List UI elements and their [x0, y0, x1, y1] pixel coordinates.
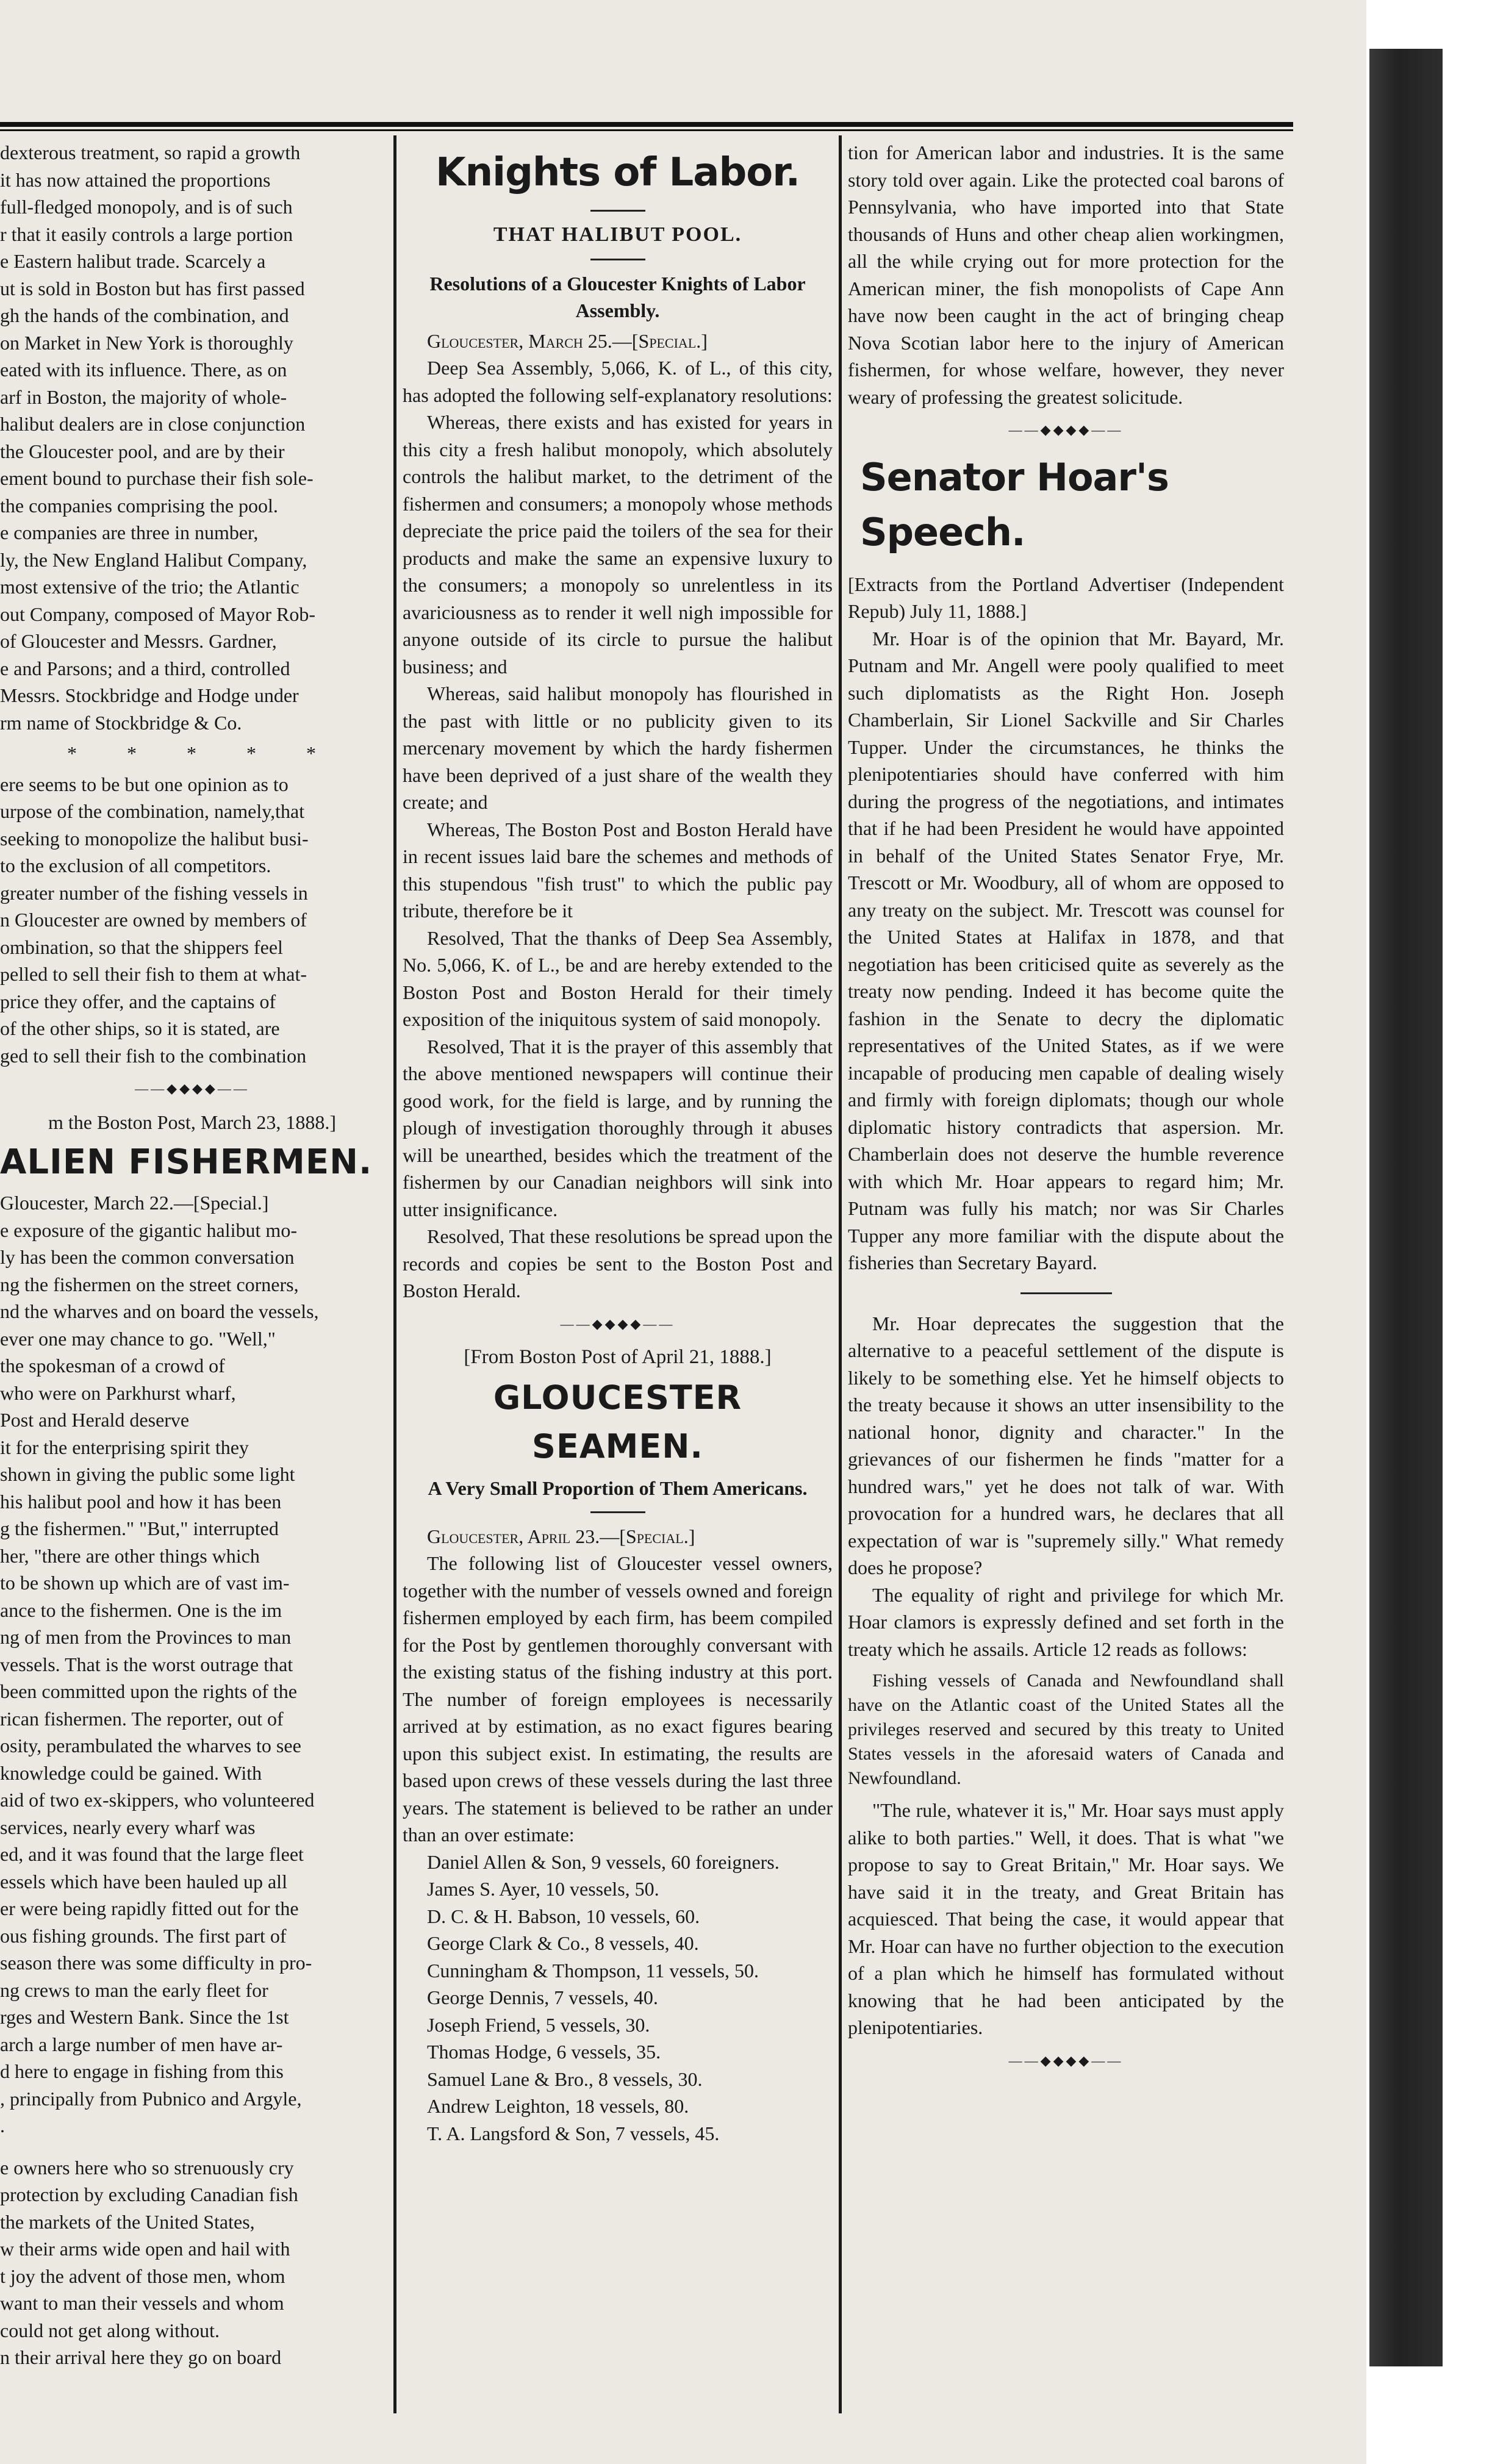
- vessel-owner-entry: Thomas Hodge, 6 vessels, 35.: [427, 2041, 661, 2063]
- resolution-paragraph: Deep Sea Assembly, 5,066, K. of L., of this city, has adopted the following self-explanatory resolutions:: [403, 357, 833, 406]
- text-line: nd the wharves and on board the vessels,: [0, 1300, 319, 1322]
- headline-senator-hoar: Senator Hoar's Speech.: [860, 454, 1169, 554]
- short-rule: [590, 259, 645, 260]
- text-line: been committed upon the rights of the: [0, 1680, 297, 1702]
- text-line: rges and Western Bank. Since the 1st: [0, 2006, 289, 2028]
- text-line: n their arrival here they go on board: [0, 2346, 282, 2368]
- text-line: ement bound to purchase their fish sole-: [0, 467, 314, 489]
- headline-alien-fishermen: ALIEN FISHERMEN.: [0, 1142, 373, 1182]
- text-line: aid of two ex-skippers, who volunteered: [0, 1789, 315, 1811]
- text-line: urpose of the combination, namely,that: [0, 800, 305, 822]
- text-line: rican fishermen. The reporter, out of: [0, 1707, 284, 1730]
- text-line: t joy the advent of those men, whom: [0, 2265, 285, 2287]
- text-line: halibut dealers are in close conjunction: [0, 413, 306, 435]
- short-rule: [590, 210, 645, 212]
- text-line: g the fishermen." "But," interrupted: [0, 1517, 279, 1539]
- text-line: w their arms wide open and hail with: [0, 2238, 290, 2260]
- text-line: protection by excluding Canadian fish: [0, 2183, 298, 2205]
- deck-small-proportion: A Very Small Proportion of Them Americans.: [428, 1477, 808, 1499]
- text-line: arf in Boston, the majority of whole-: [0, 385, 287, 408]
- text-line: to be shown up which are of vast im-: [0, 1572, 290, 1594]
- text-line: e Eastern halibut trade. Scarcely a: [0, 250, 266, 272]
- text-line: season there was some difficulty in pro-: [0, 1952, 312, 1974]
- text-line: ut is sold in Boston but has first passed: [0, 277, 305, 299]
- column-1: [0, 139, 384, 2371]
- scan-dark-margin: [1369, 49, 1443, 2366]
- text-line: essels which have been hauled up all: [0, 1870, 287, 1893]
- dateline: Gloucester, March 25.—[Special.]: [427, 329, 708, 352]
- text-line: ly, the New England Halibut Company,: [0, 548, 307, 571]
- column-1-text-a: [0, 139, 384, 736]
- text-line: Messrs. Stockbridge and Hodge under: [0, 684, 299, 706]
- vessel-owner-entry: D. C. & H. Babson, 10 vessels, 60.: [427, 1905, 700, 1927]
- text-line: her, "there are other things which: [0, 1544, 260, 1567]
- text-line: seeking to monopolize the halibut busi-: [0, 827, 309, 850]
- text-line: want to man their vessels and whom: [0, 2292, 284, 2314]
- text-line: er were being rapidly fitted out for the: [0, 1897, 299, 1919]
- text-line: .: [0, 2115, 5, 2136]
- text-line: e owners here who so strenuously cry: [0, 2156, 294, 2179]
- resolution-paragraph: Resolved, That these resolutions be spread upon the records and copies be sent to the Boston Post and Boston Herald.: [403, 1225, 833, 1302]
- text-line: knowledge could be gained. With: [0, 1761, 262, 1784]
- source-line: [Extracts from the Portland Advertiser (Independent Repub) July 11, 1888.]: [848, 573, 1284, 622]
- ornament-divider: ——◆◆◆◆——: [135, 1081, 249, 1096]
- text-line: ly has been the common conversation: [0, 1246, 295, 1268]
- text-line: rm name of Stockbridge & Co.: [0, 711, 242, 734]
- vessel-owner-entry: Cunningham & Thompson, 11 vessels, 50.: [427, 1959, 759, 1982]
- vessel-owner-entry: Andrew Leighton, 18 vessels, 80.: [427, 2095, 689, 2117]
- column-1-text-d: [0, 2154, 384, 2371]
- text-line: ed, and it was found that the large fleet: [0, 1843, 304, 1865]
- text-line: dexterous treatment, so rapid a growth: [0, 141, 301, 163]
- text-line: d here to engage in fishing from this: [0, 2060, 284, 2082]
- text-line: arch a large number of men have ar-: [0, 2033, 283, 2055]
- vessel-owner-entry: George Clark & Co., 8 vessels, 40.: [427, 1932, 699, 1954]
- text-line: gh the hands of the combination, and: [0, 304, 289, 326]
- body-paragraph: tion for American labor and industries. It is the same story told over again. Like the protected coal barons of Pennsylvania, who have imported into that State thousands of Huns and other cheap alien workingmen, all the while crying out for more protection for the American miner, the fish monopolists of Cape Ann have now been caught in the act of bringing cheap Nova Scotian labor here to the injury of American fishermen, for whose welfare, however, they never weary of professing the greatest solicitude.: [848, 141, 1284, 408]
- text-line: most extensive of the trio; the Atlantic: [0, 576, 299, 598]
- top-rule: [0, 122, 1293, 127]
- vessel-owner-entry: Daniel Allen & Son, 9 vessels, 60 foreigners.: [427, 1850, 780, 1873]
- text-line: ombination, so that the shippers feel: [0, 936, 283, 958]
- short-rule: [590, 1511, 645, 1513]
- text-line: of Gloucester and Messrs. Gardner,: [0, 630, 277, 652]
- text-line: osity, perambulated the wharves to see: [0, 1735, 301, 1757]
- resolutions-body: [403, 354, 833, 1305]
- text-line: ng of men from the Provinces to man: [0, 1626, 292, 1648]
- body-paragraph: Mr. Hoar is of the opinion that Mr. Bayard, Mr. Putnam and Mr. Angell were pooly qualified to meet such diplomatists as the Right Hon. Joseph Chamberlain, Sir Lionel Sackville and Sir Charles Tupper. Under the circumstances, he thinks the plenipotentiaries should have conferred with him during the progress of the negotiations, and intimates that if he had been President he would have appointed in behalf of the United States Senator Frye, Mr. Trescott or Mr. Woodbury, all of whom are opposed to any treaty on the subject. Mr. Trescott was counsel for the United States at Halifax in 1878, and that negotiation has been criticised quite as severely as the treaty now pending. Indeed it has become quite the fashion in the Senate to decry the diplomatic representatives of the United States, as if we were incapable of producing men capable of dealing wisely and firmly with foreign diplomats; though our whole diplomatic history contradicts that aspersion. Mr. Chamberlain does not deserve the humble reverence with which Mr. Hoar appears to regard him; Mr. Putnam was fully his match; nor was Sir Charles Tupper any more familiar with the dispute about the fisheries than Secretary Bayard.: [848, 627, 1284, 1273]
- source-line: m the Boston Post, March 23, 1888.]: [48, 1111, 336, 1133]
- text-line: ng the fishermen on the street corners,: [0, 1273, 299, 1295]
- resolution-paragraph: Resolved, That it is the prayer of this assembly that the above mentioned newspapers will continue their good work, for the field is large, and by running the plough of investigation thoroughly through it abuses will be unearthed, besides which the treatment of the fishermen by our Canadian neighbors will sink into utter insignificance.: [403, 1035, 833, 1220]
- ornament-divider: ——◆◆◆◆——: [1008, 2052, 1124, 2068]
- resolution-paragraph: Resolved, That the thanks of Deep Sea Assembly, No. 5,066, K. of L., be and are hereby extended to the Boston Post and Boston Herald for their timely exposition of the iniquitous system of said monopoly.: [403, 926, 833, 1030]
- text-line: eated with its influence. There, as on: [0, 359, 287, 381]
- text-line: the companies comprising the pool.: [0, 494, 278, 517]
- ornament-divider: ——◆◆◆◆——: [560, 1316, 675, 1331]
- resolution-paragraph: Whereas, The Boston Post and Boston Herald have in recent issues laid bare the schemes and methods of this stupendous "fish trust" to which the public pay tribute, therefore be it: [403, 818, 833, 922]
- text-line: it has now attained the proportions: [0, 168, 271, 191]
- text-line: it for the enterprising spirit they: [0, 1436, 249, 1458]
- text-line: Gloucester, March 22.—[Special.]: [0, 1192, 269, 1214]
- vessel-owner-entry: T. A. Langsford & Son, 7 vessels, 45.: [427, 2122, 720, 2144]
- text-line: ged to sell their fish to the combination: [0, 1044, 307, 1067]
- text-line: out Company, composed of Mayor Rob-: [0, 603, 315, 625]
- body-paragraph: The equality of right and privilege for which Mr. Hoar clamors is expressly defined and set forth in the treaty which he assails. Article 12 reads as follows:: [848, 1583, 1284, 1660]
- body-paragraph: The following list of Gloucester vessel owners, together with the number of vessels owned and foreign fishermen employed by each firm, has beem compiled for the Post by gentlemen thoroughly conversant with the existing status of the fishing industry at this port. The number of foreign employees is necessarily arrived at by estimation, as no exact figures bearing upon this subject exist. In estimating, the results are based upon crews of these vessels during the last three years. The statement is believed to be rather an under than an over estimate:: [403, 1552, 833, 1846]
- text-line: , principally from Pubnico and Argyle,: [0, 2087, 302, 2110]
- text-line: pelled to sell their fish to them at what-: [0, 963, 307, 985]
- text-line: services, nearly every wharf was: [0, 1816, 256, 1838]
- text-line: e and Parsons; and a third, controlled: [0, 657, 290, 679]
- text-line: n Gloucester are owned by members of: [0, 909, 307, 931]
- column-1-text-b: [0, 771, 384, 1070]
- text-line: greater number of the fishing vessels in: [0, 881, 308, 904]
- column-3: [848, 139, 1284, 2080]
- column-rule-1: [393, 135, 396, 2413]
- text-line: could not get along without.: [0, 2319, 220, 2341]
- source-line: [From Boston Post of April 21, 1888.]: [464, 1346, 772, 1368]
- text-line: ng crews to man the early fleet for: [0, 1979, 268, 2001]
- resolution-paragraph: Whereas, said halibut monopoly has flourished in the past with little or no publicity given to its mercenary movement by which the hardy fishermen have been deprived of a just share of the wealth they create; and: [403, 682, 833, 813]
- text-line: of the other ships, so it is stated, are: [0, 1017, 280, 1039]
- headline-knights-of-labor: Knights of Labor.: [435, 150, 800, 195]
- text-line: on Market in New York is thoroughly: [0, 331, 293, 354]
- text-line: full-fledged monopoly, and is of such: [0, 196, 293, 218]
- deck-resolutions: Resolutions of a Gloucester Knights of Labor Assembly.: [429, 272, 806, 321]
- short-rule: [1020, 1292, 1112, 1294]
- subhead-halibut-pool: THAT HALIBUT POOL.: [493, 223, 742, 246]
- text-line: e companies are three in number,: [0, 521, 259, 543]
- section-stars: * * * * *: [67, 742, 317, 764]
- body-paragraph: "The rule, whatever it is," Mr. Hoar says must apply alike to both parties." Well, it does. That is what "we propose to say to Great Britain," Mr. Hoar says. We have said it in the treaty, and Great Britain has acquiesced. That being the case, it would appear that Mr. Hoar can have no further objection to the execution of a plan which he himself has formulated without knowing that he had been anticipated by the plenipotentiaries.: [848, 1799, 1284, 2038]
- treaty-quote: Fishing vessels of Canada and Newfoundland shall have on the Atlantic coast of the United States all the privileges reserved and secured by this treaty to United States vessels in the aforesaid waters of Canada and Newfoundland.: [848, 1671, 1284, 1788]
- resolution-paragraph: Whereas, there exists and has existed for years in this city a fresh halibut monopoly, which absolutely controls the halibut market, to the detriment of the fishermen and consumers; a monopoly whose methods depreciate the price paid the toilers of the sea for their products and make the same an expensive luxury to the consumers; a monopoly so unrelentless in its avariciousness as to render it well nigh impossible for anyone outside of its circle to pursue the halibut business; and: [403, 411, 833, 678]
- text-line: ere seems to be but one opinion as to: [0, 773, 289, 795]
- ornament-divider: ——◆◆◆◆——: [1008, 422, 1124, 437]
- column-2: [403, 139, 833, 2147]
- text-line: the markets of the United States,: [0, 2210, 255, 2233]
- body-paragraph: Mr. Hoar deprecates the suggestion that the alternative to a peaceful settlement of the dispute is likely to be something else. Yet he himself objects to the treaty because it shows an utter insensibility to the national honor, dignity and character." In the grievances of our fishermen he finds "matter for a hundred wars," yet he does not talk of war. With provocation for a hundred wars, he declares that all expectation of war is "supremely silly." What remedy does he propose?: [848, 1312, 1284, 1578]
- text-line: who were on Parkhurst wharf,: [0, 1381, 236, 1404]
- text-line: ous fishing grounds. The first part of: [0, 1924, 287, 1947]
- vessel-owner-entry: Samuel Lane & Bro., 8 vessels, 30.: [427, 2068, 703, 2090]
- column-rule-2: [839, 135, 842, 2413]
- vessel-owner-entry: George Dennis, 7 vessels, 40.: [427, 1986, 658, 2008]
- text-line: ever one may chance to go. "Well,": [0, 1327, 276, 1350]
- text-line: r that it easily controls a large portion: [0, 223, 293, 245]
- text-line: price they offer, and the captains of: [0, 990, 276, 1012]
- text-line: ance to the fishermen. One is the im: [0, 1599, 282, 1621]
- column-1-text-c: [0, 1189, 384, 2140]
- vessel-owner-entry: James S. Ayer, 10 vessels, 50.: [427, 1878, 659, 1900]
- text-line: e exposure of the gigantic halibut mo-: [0, 1219, 297, 1241]
- text-line: vessels. That is the worst outrage that: [0, 1653, 293, 1675]
- headline-gloucester-seamen: GLOUCESTER SEAMEN.: [493, 1378, 742, 1466]
- dateline: Gloucester, April 23.—[Special.]: [427, 1525, 695, 1547]
- vessel-owner-list: [403, 1849, 833, 2147]
- text-line: Post and Herald deserve: [0, 1409, 190, 1431]
- text-line: the spokesman of a crowd of: [0, 1355, 225, 1377]
- text-line: his halibut pool and how it has been: [0, 1490, 282, 1513]
- vessel-owner-entry: Joseph Friend, 5 vessels, 30.: [427, 2013, 650, 2036]
- text-line: the Gloucester pool, and are by their: [0, 440, 285, 462]
- text-line: shown in giving the public some light: [0, 1463, 295, 1485]
- top-rule-thin: [0, 129, 1293, 131]
- text-line: to the exclusion of all competitors.: [0, 854, 271, 876]
